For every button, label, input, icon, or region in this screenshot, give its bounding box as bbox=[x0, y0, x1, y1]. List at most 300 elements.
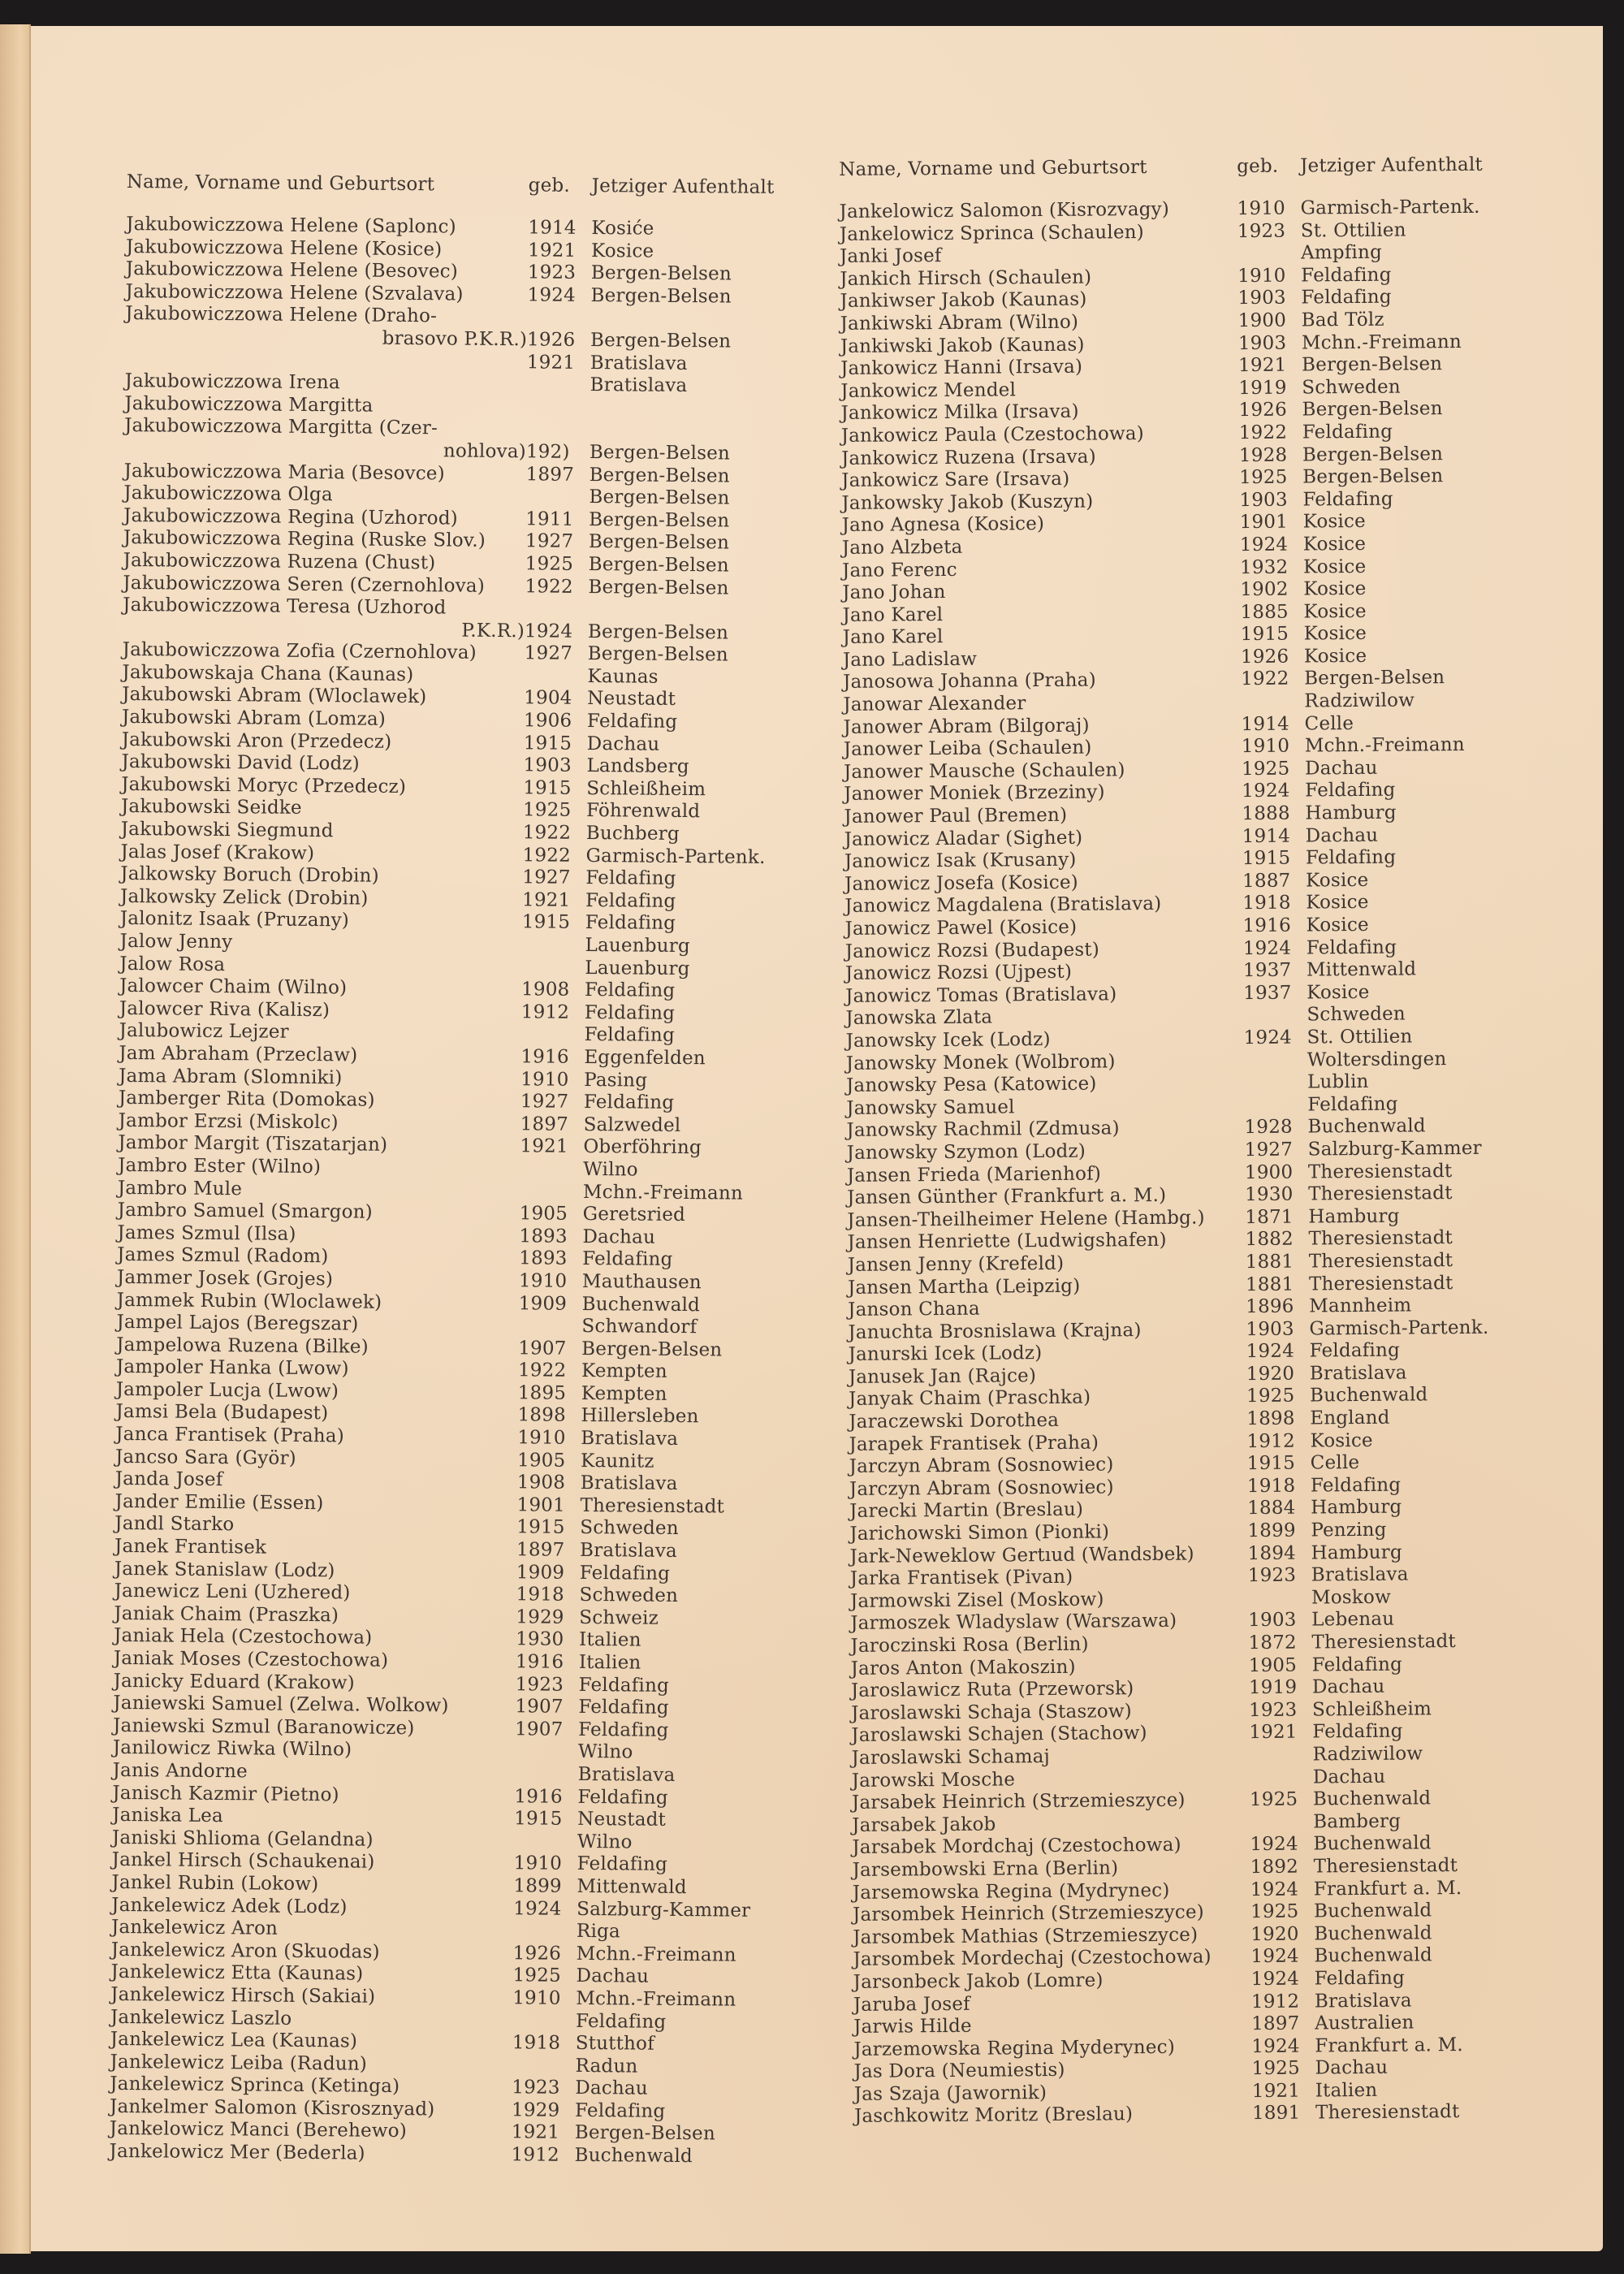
entry-residence: Kempten bbox=[581, 1360, 667, 1383]
entry-birth-year: 1924 bbox=[1242, 937, 1292, 959]
entry-residence: Bergen-Belsen bbox=[1302, 443, 1444, 466]
entry-birth-year: 1903 bbox=[1237, 287, 1286, 309]
entry-name: Jankelmer Salomon (Kisrosznyad) bbox=[109, 2095, 435, 2121]
entry-birth-year bbox=[1241, 691, 1304, 714]
entry-name: Jalowcer Riva (Kalisz) bbox=[119, 997, 330, 1022]
entry-name: Janowicz Josefa (Kosice) bbox=[844, 871, 1078, 895]
entry-residence: Feldafing bbox=[585, 867, 676, 890]
entry-birth-year: 1914 bbox=[1242, 825, 1291, 847]
entry-name: Janower Abram (Bilgoraj) bbox=[843, 715, 1090, 738]
entry-birth-year: 1907 bbox=[515, 1718, 564, 1740]
entry-birth-year: 1910 bbox=[512, 1987, 561, 2009]
entry-name: Jankiwski Jakob (Kaunas) bbox=[840, 334, 1085, 357]
entry-residence: Moskow bbox=[1311, 1586, 1392, 1609]
entry-residence: Bergen-Belsen bbox=[1302, 398, 1443, 421]
entry-residence: Mchn.-Freimann bbox=[576, 1987, 736, 2011]
entry-birth-year: 1921 bbox=[1251, 2080, 1301, 2102]
entry-birth-year: 1925 bbox=[522, 799, 572, 822]
entry-name: Jaruba Josef bbox=[853, 1993, 970, 2016]
entry-birth-year: 1937 bbox=[1242, 959, 1292, 982]
entry-birth-year: 1915 bbox=[523, 777, 572, 799]
entry-residence: Feldafing bbox=[1305, 780, 1396, 802]
entry-residence: Kosice bbox=[1302, 533, 1367, 556]
entry-residence: Schweden bbox=[579, 1584, 679, 1607]
entry-residence: Hamburg bbox=[1311, 1497, 1402, 1519]
entry-birth-year: 1910 bbox=[1241, 735, 1290, 758]
entry-residence: Garmisch-Partenk. bbox=[1309, 1316, 1489, 1340]
entry-birth-year: 1881 bbox=[1245, 1273, 1294, 1295]
entry-birth-year: 1922 bbox=[517, 1360, 567, 1382]
entry-residence: Kosice bbox=[1302, 511, 1367, 533]
entry-residence: Kosice bbox=[1303, 578, 1367, 600]
entry-residence: Radziwilow bbox=[1304, 690, 1415, 712]
entry-birth-year: 1924 bbox=[513, 1897, 562, 1920]
entry-residence: Buchenwald bbox=[1312, 1788, 1432, 1810]
entry-name: Jakubowiczzowa Regina (Ruske Slov.) bbox=[123, 527, 486, 552]
entry-residence: Feldafing bbox=[577, 1853, 668, 1876]
entry-residence: Theresienstadt bbox=[1308, 1272, 1453, 1295]
entry-residence: Bergen-Belsen bbox=[574, 2122, 716, 2145]
entry-residence: Feldafing bbox=[585, 889, 676, 912]
entry-residence: Feldafing bbox=[584, 979, 676, 1002]
entry-residence: Feldafing bbox=[1301, 264, 1392, 287]
entry-name: Jaroslawski Schajen (Stachow) bbox=[851, 1723, 1147, 1747]
entry-name: Jarczyn Abram (Sosnowiec) bbox=[849, 1454, 1114, 1478]
entry-name: Jarsombek Heinrich (Strzemieszyce) bbox=[852, 1901, 1205, 1926]
entry-birth-year: 1898 bbox=[1246, 1407, 1295, 1430]
entry-residence: Schweiz bbox=[579, 1606, 659, 1629]
entry-name: Jarsabek Heinrich (Strzemieszyce) bbox=[851, 1789, 1186, 1814]
entry-residence: Bergen-Belsen bbox=[588, 531, 730, 554]
entry-name: Jankiwski Abram (Wilno) bbox=[840, 311, 1079, 335]
entry-name: Jam Abraham (Przeclaw) bbox=[119, 1042, 358, 1066]
entry-name: Jarowski Mosche bbox=[851, 1768, 1016, 1792]
entry-name: Jankowicz Milka (Irsava) bbox=[840, 401, 1079, 425]
entry-birth-year bbox=[1248, 1587, 1311, 1610]
entry-name: Jankelewicz Leiba (Radun) bbox=[110, 2051, 368, 2075]
entry-name: Janower Leiba (Schaulen) bbox=[843, 737, 1092, 761]
entry-name: Jakubowiczzowa Irena bbox=[124, 370, 340, 394]
entry-residence: Riga bbox=[576, 1921, 621, 1943]
entry-birth-year: 1897 bbox=[516, 1539, 565, 1561]
entry-birth-year: 1925 bbox=[1246, 1386, 1295, 1407]
entry-birth-year: 1901 bbox=[1239, 511, 1289, 534]
entry-name: Jaroslawski Schamaj bbox=[851, 1745, 1051, 1769]
entry-name: Janicky Eduard (Krakow) bbox=[113, 1670, 355, 1694]
entry-residence: Bergen-Belsen bbox=[589, 464, 730, 487]
entry-birth-year: 1920 bbox=[1250, 1923, 1299, 1945]
entry-birth-year: 1908 bbox=[520, 979, 570, 1001]
entry-name: Jakubowski Abram (Wloclawek) bbox=[122, 684, 427, 708]
entry-residence: Feldafing bbox=[577, 1786, 668, 1809]
entry-residence bbox=[588, 599, 829, 623]
entry-birth-year: 1922 bbox=[1241, 668, 1289, 690]
entry-birth-year: 1902 bbox=[1240, 578, 1289, 601]
entry-name: Janiska Lea bbox=[112, 1805, 223, 1827]
document-page bbox=[31, 26, 1603, 2251]
entry-residence: Kaunas bbox=[587, 665, 659, 688]
entry-residence: Dachau bbox=[1305, 824, 1379, 847]
entry-residence: Feldafing bbox=[1302, 488, 1393, 511]
entry-birth-year: 1919 bbox=[1238, 377, 1287, 399]
entry-residence: Feldafing bbox=[579, 1562, 671, 1584]
entry-birth-year: 1924 bbox=[1250, 1833, 1298, 1856]
entry-birth-year: 1924 bbox=[1242, 780, 1290, 802]
entry-birth-year: 1924 bbox=[1246, 1340, 1295, 1363]
entry-residence: Schleißheim bbox=[1312, 1698, 1432, 1721]
entry-name: Jano Agnesa (Kosice) bbox=[841, 513, 1045, 537]
entry-birth-year: 1929 bbox=[516, 1606, 564, 1628]
entry-name: Janowsky Samuel bbox=[846, 1096, 1015, 1119]
entry-name: Jaros Anton (Makoszin) bbox=[850, 1656, 1076, 1680]
entry-residence: Celle bbox=[1310, 1452, 1360, 1474]
entry-name: Jaroslawicz Ruta (Przeworsk) bbox=[850, 1678, 1134, 1702]
entry-name: Jancso Sara (Györ) bbox=[114, 1446, 297, 1469]
entry-name: Janowar Alexander bbox=[843, 693, 1026, 716]
entry-residence: Schweden bbox=[1302, 376, 1401, 399]
entry-residence: Buchberg bbox=[585, 823, 680, 845]
entry-birth-year: 1910 bbox=[518, 1270, 568, 1292]
entry-name: Jakubowiczzowa Zofia (Czernohlova) bbox=[122, 639, 477, 664]
entry-name: Jankelewicz Hirsch (Sakiai) bbox=[110, 1983, 376, 2008]
entry-name: Jalas Josef (Krakow) bbox=[120, 841, 315, 864]
entry-birth-year: 1892 bbox=[1250, 1856, 1299, 1878]
entry-birth-year: 1924 bbox=[1239, 534, 1289, 556]
entry-name: Jampoler Hanka (Lwow) bbox=[115, 1356, 349, 1380]
entry-residence: Radun bbox=[575, 2055, 638, 2077]
entry-residence: Hamburg bbox=[1308, 1205, 1400, 1228]
entry-name: Jambor Erzsi (Miskolc) bbox=[118, 1109, 339, 1134]
entry-birth-year: 1896 bbox=[1246, 1295, 1294, 1318]
entry-name: Jakubowski Seidke bbox=[120, 796, 302, 819]
entry-residence: Feldafing bbox=[1312, 1720, 1403, 1743]
entry-birth-year: 1924 bbox=[524, 620, 573, 642]
entry-residence: Bergen-Belsen bbox=[1302, 465, 1444, 488]
entry-name: Jankel Hirsch (Schaukenai) bbox=[111, 1849, 375, 1874]
entry-birth-year: 1891 bbox=[1251, 2103, 1301, 2125]
entry-residence: Salzwedel bbox=[583, 1113, 681, 1136]
entry-name: P.K.R.) bbox=[461, 620, 525, 642]
entry-residence: Stutthof bbox=[575, 2033, 654, 2055]
entry-name: Jakubowiczzowa Helene (Kosice) bbox=[125, 236, 443, 260]
entry-birth-year: 1926 bbox=[526, 329, 576, 351]
entry-name bbox=[125, 348, 527, 374]
entry-name: Jankel Rubin (Lokow) bbox=[111, 1871, 319, 1896]
entry-birth-year: 1921 bbox=[1238, 354, 1287, 377]
entry-birth-year: 1927 bbox=[525, 530, 574, 553]
entry-residence: Kosice bbox=[1303, 645, 1367, 668]
entry-residence: Salzburg-Kammer bbox=[577, 1898, 751, 1922]
entry-name: Jankelowicz Manci (Berehewo) bbox=[109, 2118, 408, 2142]
entry-birth-year: 1897 bbox=[1251, 2012, 1300, 2035]
entry-name: Jakubowiczzowa Olga bbox=[123, 482, 333, 506]
entry-residence: Kosice bbox=[1306, 869, 1369, 892]
entry-birth-year: 1912 bbox=[1246, 1430, 1295, 1452]
entry-residence: Frankfurt a. M. bbox=[1315, 2034, 1463, 2057]
entry-residence: Feldafing bbox=[1310, 1474, 1402, 1497]
entry-name: Janowicz Isak (Krusany) bbox=[844, 849, 1077, 873]
entry-birth-year: 1897 bbox=[520, 1113, 569, 1135]
entry-residence: Dachau bbox=[575, 2077, 648, 2099]
entry-name: Jaroslawski Schaja (Staszow) bbox=[851, 1701, 1133, 1724]
entry-birth-year: 1906 bbox=[523, 710, 572, 732]
entry-residence: Theresienstadt bbox=[1307, 1160, 1453, 1183]
entry-birth-year: 1915 bbox=[1246, 1452, 1296, 1475]
entry-birth-year: 1909 bbox=[518, 1292, 568, 1315]
entry-residence: Pasing bbox=[584, 1069, 648, 1092]
entry-residence: Feldafing bbox=[578, 1718, 669, 1741]
entry-residence: Theresienstadt bbox=[1308, 1182, 1453, 1205]
entry-birth-year: 1923 bbox=[1249, 1699, 1298, 1721]
entry-name: Janiak Hela (Czestochowa) bbox=[114, 1625, 373, 1649]
entry-birth-year: 1922 bbox=[525, 575, 573, 598]
entry-birth-year bbox=[1249, 1744, 1312, 1766]
entry-birth-year: 1923 bbox=[1247, 1564, 1297, 1587]
entry-name: Jano Karel bbox=[842, 603, 944, 626]
entry-birth-year: 1899 bbox=[1247, 1520, 1296, 1542]
entry-name: Jakubowiczzowa Ruzena (Chust) bbox=[123, 549, 436, 574]
entry-birth-year: 1921 bbox=[511, 2121, 560, 2144]
entry-name: Janewicz Leni (Uzhered) bbox=[114, 1580, 351, 1604]
entry-name: Janek Frantisek bbox=[114, 1535, 267, 1559]
entry-residence: Feldafing bbox=[1306, 936, 1397, 959]
entry-residence: Feldafing bbox=[1311, 1654, 1403, 1676]
entry-name: Jankelewicz Etta (Kaunas) bbox=[110, 1961, 364, 1985]
entry-birth-year: 1937 bbox=[1243, 982, 1292, 1004]
entry-name: Jarczyn Abram (Sosnowiec) bbox=[849, 1476, 1114, 1500]
entry-name: Janki Josef bbox=[839, 245, 942, 268]
entry-birth-year: 1910 bbox=[513, 1852, 563, 1875]
entry-name: Janiak Chaim (Praszka) bbox=[114, 1602, 339, 1627]
entry-residence: Mannheim bbox=[1309, 1295, 1412, 1317]
entry-birth-year: 1921 bbox=[526, 351, 576, 374]
entry-birth-year: 1910 bbox=[520, 1068, 569, 1091]
entry-name: Jano Alzbeta bbox=[841, 536, 963, 559]
entry-name: Jakubowski Aron (Przedecz) bbox=[121, 728, 392, 753]
entry-residence: Bergen-Belsen bbox=[587, 620, 729, 644]
entry-birth-year: 1927 bbox=[522, 867, 571, 889]
entry-name: Jarsembowski Erna (Berlin) bbox=[852, 1857, 1119, 1881]
entry-name: Janowska Zlata bbox=[845, 1006, 993, 1030]
entry-name: Janosowa Johanna (Praha) bbox=[843, 670, 1096, 694]
entry-name: Jakubowiczzowa Margitta (Czer- bbox=[124, 415, 438, 439]
entry-name: Jankelowicz Sprinca (Schaulen) bbox=[839, 221, 1145, 245]
entry-residence: Hamburg bbox=[1311, 1541, 1402, 1564]
entry-name: Jampel Lajos (Beregszar) bbox=[116, 1312, 359, 1335]
entry-residence: Bergen-Belsen bbox=[1304, 667, 1445, 690]
entry-birth-year: 1903 bbox=[523, 754, 572, 777]
header-place: Jetziger Aufenthalt bbox=[1300, 153, 1484, 177]
entry-birth-year: 1900 bbox=[1237, 309, 1287, 332]
entry-residence: Dachau bbox=[582, 1226, 656, 1248]
entry-name: Jandl Starko bbox=[114, 1513, 235, 1536]
entry-birth-year: 1894 bbox=[1247, 1542, 1297, 1564]
entry-name: Janowicz Tomas (Bratislava) bbox=[845, 984, 1117, 1007]
entry-residence: Theresienstadt bbox=[1313, 1855, 1458, 1878]
entry-name: Jarsemowska Regina (Mydrynec) bbox=[852, 1879, 1170, 1904]
entry-residence: Wilno bbox=[577, 1831, 633, 1853]
entry-birth-year: 1916 bbox=[520, 1046, 569, 1068]
entry-residence: Buchenwald bbox=[1313, 1900, 1432, 1922]
entry-name: Jaroczinski Rosa (Berlin) bbox=[850, 1633, 1089, 1657]
entry-birth-year: 1910 bbox=[517, 1427, 566, 1449]
entry-birth-year: 1927 bbox=[1244, 1139, 1294, 1161]
entry-residence: Mittenwald bbox=[1306, 958, 1417, 981]
entry-name: Jampelowa Ruzena (Bilke) bbox=[116, 1334, 369, 1358]
entry-birth-year: 1914 bbox=[528, 217, 577, 239]
entry-birth-year: 1907 bbox=[515, 1696, 564, 1718]
entry-residence: Frankfurt a. M. bbox=[1313, 1877, 1462, 1900]
entry-residence: Buchenwald bbox=[581, 1293, 701, 1316]
header-year: geb. bbox=[1237, 155, 1279, 178]
entry-birth-year: 1919 bbox=[1248, 1676, 1298, 1699]
entry-residence: Kaunitz bbox=[580, 1450, 654, 1472]
right-column bbox=[839, 142, 1553, 2129]
entry-birth-year: 1922 bbox=[522, 822, 572, 844]
entry-residence: Feldafing bbox=[583, 1092, 675, 1114]
entry-birth-year: 1895 bbox=[517, 1382, 567, 1404]
column-header bbox=[839, 142, 1537, 180]
entry-residence: Woltersdingen bbox=[1307, 1048, 1447, 1071]
entry-residence: Kosiće bbox=[591, 217, 654, 240]
entry-name: Janowicz Rozsi (Ujpest) bbox=[844, 961, 1073, 985]
entry-birth-year: 1924 bbox=[1250, 1878, 1299, 1900]
entry-birth-year: 1925 bbox=[1251, 2057, 1301, 2080]
entry-name: Janda Josef bbox=[114, 1468, 223, 1491]
entry-residence: Lebenau bbox=[1311, 1609, 1395, 1631]
entry-name: Jankelewicz Aron bbox=[110, 1917, 279, 1939]
entry-residence: Bergen-Belsen bbox=[590, 329, 732, 352]
entry-name: Jansen Günther (Frankfurt a. M.) bbox=[847, 1184, 1167, 1209]
entry-name: Jakubowiczzowa Helene (Szvalava) bbox=[125, 280, 464, 305]
entry-residence: Bergen-Belsen bbox=[588, 553, 729, 577]
entry-residence: Australien bbox=[1315, 2012, 1415, 2034]
entry-residence bbox=[590, 307, 831, 331]
header-name: Name, Vorname und Geburtsort bbox=[126, 171, 435, 196]
entry-birth-year: 1926 bbox=[1240, 646, 1289, 668]
entry-name: Jakubowiczzowa Maria (Besovce) bbox=[123, 460, 445, 484]
entry-birth-year: 1925 bbox=[1239, 466, 1288, 489]
entry-birth-year: 1927 bbox=[520, 1091, 569, 1113]
entry-birth-year: 1925 bbox=[1249, 1788, 1298, 1811]
entry-name: Jalubowicz Lejzer bbox=[119, 1020, 289, 1044]
entry-name: Jakubowiczzowa Helene (Saplonc) bbox=[126, 213, 456, 238]
entry-residence: Feldafing bbox=[586, 711, 678, 733]
entry-name: Jansen Martha (Leipzig) bbox=[847, 1275, 1081, 1299]
entry-name: Janowsky Szymon (Lodz) bbox=[846, 1140, 1086, 1164]
entry-residence: Buchenwald bbox=[1314, 1944, 1432, 1967]
entry-birth-year: 1920 bbox=[1246, 1363, 1295, 1385]
entry-residence: Neustadt bbox=[577, 1809, 667, 1831]
entry-name: Jammer Josek (Grojes) bbox=[116, 1266, 334, 1290]
entry-birth-year: 1930 bbox=[516, 1628, 564, 1651]
entry-residence: Bergen-Belsen bbox=[581, 1338, 723, 1361]
entry-list bbox=[109, 214, 832, 2169]
entry-birth-year: 1915 bbox=[514, 1808, 563, 1830]
entry-birth-year: 1881 bbox=[1245, 1251, 1294, 1273]
entry-birth-year bbox=[512, 2055, 575, 2077]
entry-name: Jarecki Martin (Breslau) bbox=[849, 1499, 1084, 1523]
entry-residence: Landsberg bbox=[586, 755, 689, 778]
entry-residence: Lauenburg bbox=[585, 957, 690, 979]
entry-residence: Lublin bbox=[1307, 1071, 1369, 1093]
entry-birth-year: 1918 bbox=[516, 1584, 565, 1606]
entry-residence: Italien bbox=[578, 1651, 641, 1674]
entry-birth-year bbox=[526, 374, 590, 396]
entry-name: Janilowicz Riwka (Wilno) bbox=[112, 1737, 352, 1761]
entry-birth-year: 1871 bbox=[1245, 1206, 1294, 1228]
entry-residence: Kosice bbox=[1303, 600, 1367, 623]
entry-residence: Theresienstadt bbox=[1311, 1631, 1457, 1654]
entry-birth-year: 1911 bbox=[525, 508, 574, 530]
entry-birth-year: 1912 bbox=[520, 1001, 570, 1023]
entry-birth-year: 1904 bbox=[524, 687, 572, 710]
entry-residence: Buchenwald bbox=[1309, 1384, 1428, 1407]
entry-residence: Feldafing bbox=[575, 2010, 667, 2033]
entry-name: Jammek Rubin (Wloclawek) bbox=[116, 1289, 382, 1313]
entry-name: Janiski Shlioma (Gelandna) bbox=[111, 1827, 374, 1851]
entry-birth-year: 1884 bbox=[1247, 1498, 1296, 1520]
entry-residence: Kosice bbox=[1310, 1429, 1373, 1452]
entry-birth-year: 1932 bbox=[1239, 556, 1289, 578]
entry-birth-year: 1925 bbox=[1250, 1900, 1299, 1923]
entry-name: Janowsky Monek (Wolbrom) bbox=[845, 1050, 1116, 1074]
entry-residence: Dachau bbox=[586, 733, 660, 755]
entry-birth-year: 1901 bbox=[516, 1494, 566, 1516]
entry-name: Jankelewicz Sprinca (Ketinga) bbox=[110, 2073, 400, 2098]
entry-birth-year bbox=[524, 665, 587, 688]
entry-name: Jalkowsky Boruch (Drobin) bbox=[120, 863, 379, 887]
entry-residence: Hillersleben bbox=[581, 1405, 699, 1428]
entry-name: Jarichowski Simon (Pionki) bbox=[849, 1521, 1110, 1545]
entry-birth-year: 1882 bbox=[1245, 1228, 1294, 1251]
entry-birth-year bbox=[1244, 1072, 1307, 1095]
entry-birth-year: 1930 bbox=[1245, 1183, 1294, 1206]
entry-residence: Theresienstadt bbox=[1315, 2101, 1460, 2124]
entry-birth-year: 1872 bbox=[1248, 1632, 1297, 1654]
entry-name: Jarmowski Zisel (Moskow) bbox=[849, 1589, 1104, 1612]
entry-residence: Schleißheim bbox=[586, 777, 706, 801]
entry-residence: Ampfing bbox=[1300, 241, 1383, 264]
entry-residence: Feldafing bbox=[1307, 1093, 1398, 1116]
entry-residence: Feldafing bbox=[584, 1001, 676, 1024]
entry-birth-year bbox=[1237, 243, 1301, 266]
entry-name: Jankelewicz Lea (Kaunas) bbox=[110, 2029, 358, 2052]
entry-name: Jarsombek Mathias (Strzemieszyce) bbox=[853, 1924, 1199, 1948]
entry-residence: St. Ottilien bbox=[1307, 1026, 1413, 1048]
entry-birth-year: 1909 bbox=[516, 1561, 565, 1584]
entry-name: Jampoler Lucja (Lwow) bbox=[115, 1378, 339, 1403]
entry-birth-year: 1885 bbox=[1240, 601, 1289, 623]
entry-birth-year: 1903 bbox=[1248, 1610, 1297, 1632]
entry-name: Janowicz Aladar (Sighet) bbox=[844, 827, 1083, 850]
entry-name: Jankelewicz Laszlo bbox=[110, 2006, 292, 2030]
entry-name: Jarzemowska Regina Myderynec) bbox=[853, 2036, 1176, 2060]
entry-name: Jano Karel bbox=[842, 626, 944, 649]
entry-name: Jakubowiczzowa Helene (Draho- bbox=[125, 303, 438, 327]
entry-name: Janower Paul (Bremen) bbox=[844, 804, 1068, 828]
entry-birth-year bbox=[515, 1763, 578, 1786]
entry-birth-year: 1914 bbox=[1241, 713, 1290, 735]
entry-birth-year: 1921 bbox=[520, 1135, 568, 1158]
entry-name: Jansen Frieda (Marienhof) bbox=[846, 1163, 1102, 1187]
entry-birth-year: 1916 bbox=[514, 1785, 563, 1808]
entry-birth-year: 1915 bbox=[523, 732, 572, 754]
entry-name: Jaschkowitz Moritz (Breslau) bbox=[853, 2103, 1134, 2128]
entry-name: Jakubowiczzowa Regina (Uzhorod) bbox=[123, 504, 458, 530]
entry-birth-year: 1918 bbox=[1242, 893, 1291, 914]
entry-name: Jano Ferenc bbox=[841, 559, 957, 581]
